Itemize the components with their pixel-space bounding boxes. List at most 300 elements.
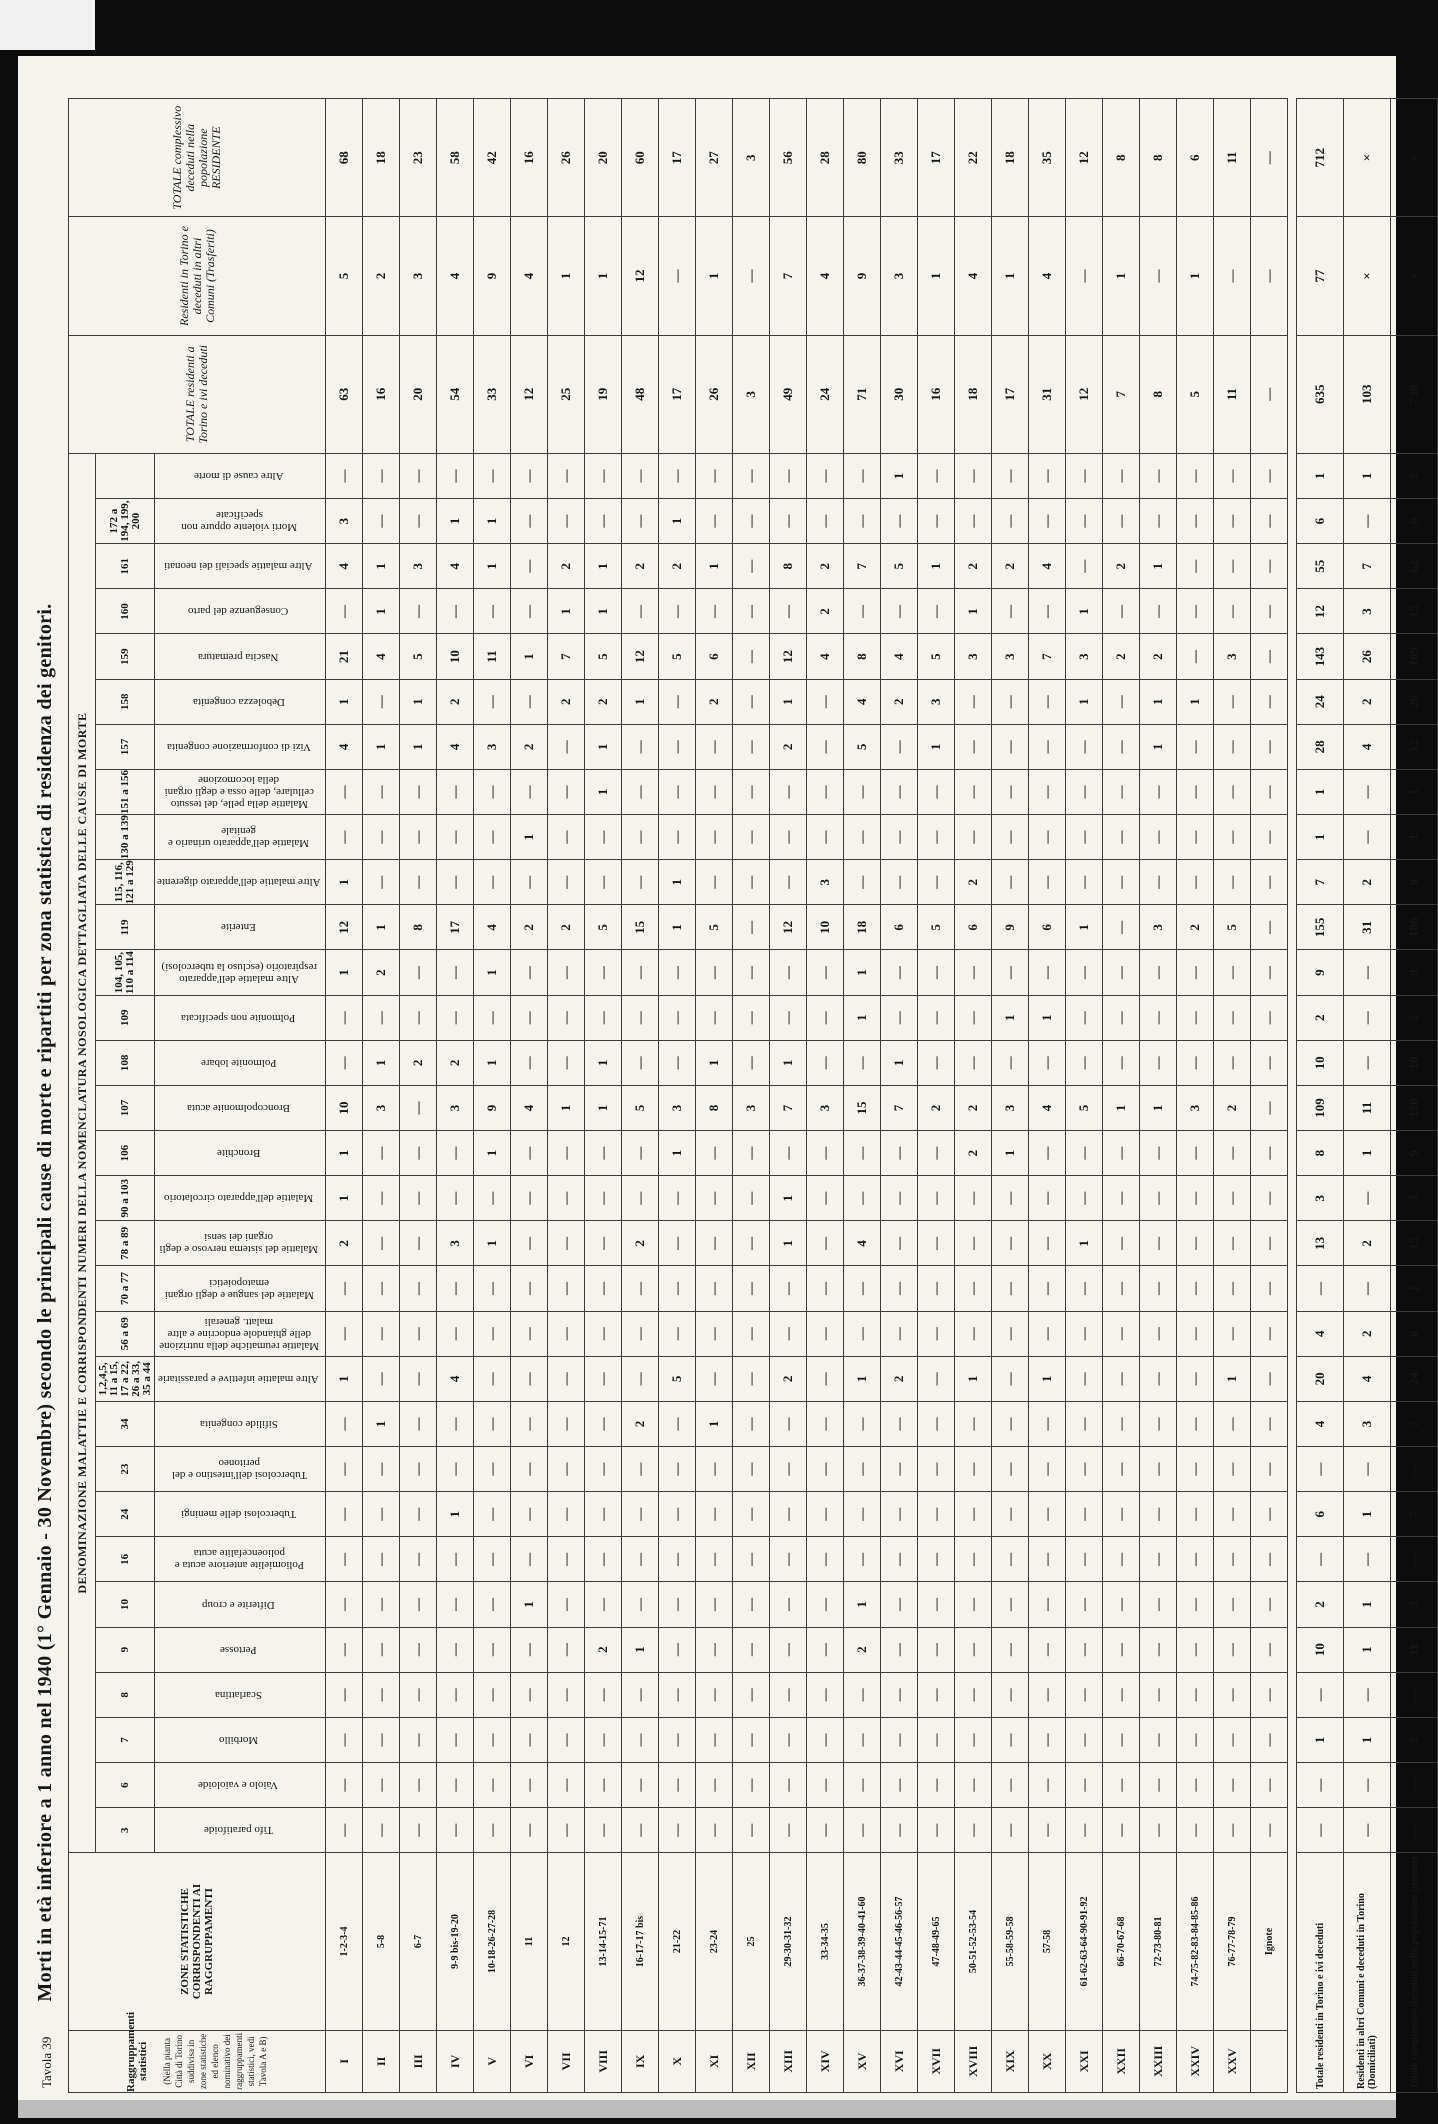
nosology-code: 161 (96, 544, 155, 589)
value-cell: — (474, 453, 511, 498)
value-cell: 1 (844, 1356, 881, 1401)
value-cell: — (1214, 1808, 1251, 1853)
disease-label: Vaiolo e vaioloide (198, 1779, 279, 1792)
value-cell: — (400, 1537, 437, 1582)
value-cell: — (659, 1582, 696, 1627)
value-cell: — (363, 1176, 400, 1221)
value-cell: — (844, 1266, 881, 1311)
value-cell: 2 (400, 1040, 437, 1085)
value-cell: — (585, 1492, 622, 1537)
zone-cell: 29-30-31-32 (770, 1853, 807, 2030)
value-cell: — (622, 1492, 659, 1537)
value-cell: 1 (1140, 679, 1177, 724)
value-cell: — (437, 1672, 474, 1717)
value-cell: 3 (1177, 1085, 1214, 1130)
value-cell: — (733, 1401, 770, 1446)
value-cell: — (1103, 1492, 1140, 1537)
value-cell: 2 (511, 724, 548, 769)
disease-label: Debolezza congenita (192, 695, 285, 708)
value-cell: — (733, 1447, 770, 1492)
value-cell: — (511, 1763, 548, 1808)
nosology-code: 8 (96, 1672, 155, 1717)
disease-header (155, 1447, 326, 1492)
value-cell: — (918, 1401, 955, 1446)
value-cell: — (1103, 453, 1140, 498)
value-cell: — (1251, 1672, 1288, 1717)
table-row (400, 99, 437, 2093)
value-cell: — (1029, 589, 1066, 634)
value-cell: — (585, 1266, 622, 1311)
value-cell: 4 (474, 905, 511, 950)
raggruppamento-header (69, 2011, 326, 2092)
value-cell: — (659, 1040, 696, 1085)
value-cell: 18 (992, 99, 1029, 217)
value-cell: 1 (363, 1401, 400, 1446)
total-value-cell: 2 (1391, 1717, 1438, 1762)
value-cell: 24 (807, 335, 844, 453)
raggruppamento-cell: XXV (1214, 2030, 1251, 2092)
table-row (881, 99, 918, 2093)
value-cell: — (992, 499, 1029, 544)
total-value-cell: — (1391, 1763, 1438, 1808)
value-cell: — (844, 499, 881, 544)
value-cell: 1 (585, 217, 622, 335)
value-cell: 20 (585, 99, 622, 217)
value-cell: 10 (326, 1085, 363, 1130)
value-cell: 17 (918, 99, 955, 217)
total-value-cell: 120 (1391, 1085, 1438, 1130)
value-cell: 58 (437, 99, 474, 217)
value-cell: 5 (1066, 1085, 1103, 1130)
value-cell: — (696, 1627, 733, 1672)
value-cell: 16 (511, 99, 548, 217)
value-cell: 1 (1103, 1085, 1140, 1130)
value-cell: — (1251, 724, 1288, 769)
value-cell: — (437, 1808, 474, 1853)
value-cell: 1 (326, 1356, 363, 1401)
value-cell: 1 (844, 950, 881, 995)
value-cell: — (992, 679, 1029, 724)
total-value-cell: × (1391, 217, 1438, 335)
value-cell: — (1177, 1040, 1214, 1085)
value-cell: — (770, 1763, 807, 1808)
value-cell: — (437, 950, 474, 995)
value-cell: — (511, 995, 548, 1040)
value-cell: — (400, 1176, 437, 1221)
value-cell: 80 (844, 99, 881, 217)
value-cell: — (1103, 1131, 1140, 1176)
total-value-cell: 4 (1297, 1401, 1344, 1446)
value-cell: 1 (585, 1085, 622, 1130)
value-cell: 16 (363, 335, 400, 453)
value-cell: 2 (363, 950, 400, 995)
value-cell: 2 (1214, 1085, 1251, 1130)
disease-header (155, 1808, 326, 1853)
value-cell: — (1251, 453, 1288, 498)
value-cell: — (1066, 217, 1103, 335)
value-cell: — (770, 1266, 807, 1311)
value-cell: — (918, 995, 955, 1040)
value-cell: — (326, 1537, 363, 1582)
value-cell: — (1177, 1356, 1214, 1401)
disease-label: Difterite e croup (202, 1598, 275, 1611)
value-cell: — (1214, 1040, 1251, 1085)
value-cell: — (1029, 1311, 1066, 1356)
value-cell: — (326, 1447, 363, 1492)
value-cell: — (363, 1582, 400, 1627)
value-cell: — (511, 1221, 548, 1266)
total-value-cell: 1 (1391, 815, 1438, 860)
value-cell: 2 (622, 1221, 659, 1266)
total-value-cell: — (1344, 1447, 1391, 1492)
nosology-code: 130 a 139 (96, 815, 155, 860)
value-cell: — (585, 1176, 622, 1221)
value-cell: — (733, 499, 770, 544)
total-value-cell: 1 (1344, 1492, 1391, 1537)
value-cell: — (659, 1537, 696, 1582)
value-cell: — (548, 1131, 585, 1176)
value-cell: — (733, 589, 770, 634)
spacer-cell (1288, 99, 1297, 2093)
disease-header (155, 544, 326, 589)
value-cell: — (1251, 499, 1288, 544)
value-cell: 5 (585, 634, 622, 679)
value-cell: — (585, 815, 622, 860)
disease-header (155, 1537, 326, 1582)
value-cell: — (511, 1808, 548, 1853)
value-cell: — (696, 815, 733, 860)
value-cell: — (659, 950, 696, 995)
value-cell: 7 (1029, 634, 1066, 679)
value-cell: — (733, 1131, 770, 1176)
value-cell: — (1140, 1131, 1177, 1176)
value-cell: — (1251, 905, 1288, 950)
value-cell: — (474, 1311, 511, 1356)
value-cell: — (918, 1537, 955, 1582)
value-cell: — (733, 1221, 770, 1266)
value-cell: — (881, 1266, 918, 1311)
value-cell: 8 (1103, 99, 1140, 217)
value-cell: 26 (696, 335, 733, 453)
raggruppamento-cell: XII (733, 2030, 770, 2092)
value-cell: — (1140, 1717, 1177, 1762)
value-cell: — (918, 1447, 955, 1492)
value-cell: — (622, 724, 659, 769)
value-cell: — (807, 1221, 844, 1266)
value-cell: — (881, 1763, 918, 1808)
value-cell: 17 (437, 905, 474, 950)
disease-header (155, 1176, 326, 1221)
value-cell: — (807, 1492, 844, 1537)
value-cell: 2 (770, 724, 807, 769)
value-cell: 2 (807, 544, 844, 589)
total-value-cell: 10 (1297, 1040, 1344, 1085)
value-cell: — (918, 453, 955, 498)
value-cell: — (955, 1672, 992, 1717)
value-cell: — (548, 860, 585, 905)
value-cell: — (659, 679, 696, 724)
value-cell: — (1103, 724, 1140, 769)
value-cell: — (1214, 453, 1251, 498)
value-cell: — (807, 724, 844, 769)
value-cell: — (770, 1131, 807, 1176)
value-cell: — (1103, 995, 1140, 1040)
value-cell: — (1177, 1401, 1214, 1446)
value-cell: — (955, 769, 992, 814)
value-cell: — (696, 1717, 733, 1762)
value-cell: — (548, 1040, 585, 1085)
value-cell: 3 (1066, 634, 1103, 679)
value-cell: 1 (844, 1582, 881, 1627)
raggruppamento-cell: XXIV (1177, 2030, 1214, 2092)
value-cell: — (1140, 1447, 1177, 1492)
value-cell: — (585, 950, 622, 995)
value-cell: — (992, 1627, 1029, 1672)
value-cell: — (807, 769, 844, 814)
raggruppamento-cell (1251, 2030, 1288, 2092)
value-cell: — (548, 1808, 585, 1853)
value-cell: — (400, 589, 437, 634)
value-cell: 35 (1029, 99, 1066, 217)
value-cell: — (1177, 1717, 1214, 1762)
value-cell: — (1103, 1356, 1140, 1401)
zone-cell: 72-73-80-81 (1140, 1853, 1177, 2030)
raggruppamento-cell: I (326, 2030, 363, 2092)
value-cell: 1 (585, 1040, 622, 1085)
value-cell: — (548, 1401, 585, 1446)
value-cell: — (918, 815, 955, 860)
value-cell: — (1103, 1401, 1140, 1446)
value-cell: — (474, 1808, 511, 1853)
table-row (955, 99, 992, 2093)
value-cell: — (1103, 679, 1140, 724)
total-value-cell: 2 (1297, 1582, 1344, 1627)
value-cell: — (807, 1266, 844, 1311)
raggruppamento-cell: XIX (992, 2030, 1029, 2092)
total-value-cell: 3 (1391, 1176, 1438, 1221)
raggruppamento-cell: XV (844, 2030, 881, 2092)
value-cell: 12 (1066, 335, 1103, 453)
total-value-cell: 7 (1344, 544, 1391, 589)
value-cell: — (548, 950, 585, 995)
value-cell: 2 (585, 1627, 622, 1672)
value-cell: — (881, 815, 918, 860)
value-cell: — (326, 1492, 363, 1537)
value-cell: — (733, 1763, 770, 1808)
value-cell: — (1251, 1221, 1288, 1266)
value-cell: 12 (622, 634, 659, 679)
value-cell: 4 (437, 544, 474, 589)
total-value-cell: 1 (1297, 815, 1344, 860)
value-cell: — (326, 1401, 363, 1446)
value-cell: — (622, 815, 659, 860)
value-cell: — (1029, 1266, 1066, 1311)
value-cell: 6 (881, 905, 918, 950)
value-cell: — (548, 1266, 585, 1311)
value-cell: — (363, 1131, 400, 1176)
total-value-cell: 2 (1344, 1221, 1391, 1266)
value-cell: — (363, 499, 400, 544)
raggruppamento-label: Raggruppamenti statistici (125, 2011, 149, 2092)
value-cell: — (585, 1311, 622, 1356)
value-cell: 5 (326, 217, 363, 335)
raggruppamento-cell: VI (511, 2030, 548, 2092)
table-row (770, 99, 807, 2093)
zone-cell: 23-24 (696, 1853, 733, 2030)
disease-header (155, 905, 326, 950)
value-cell: 1 (992, 1131, 1029, 1176)
value-cell: 5 (918, 634, 955, 679)
value-cell: — (918, 1040, 955, 1085)
value-cell: — (659, 217, 696, 335)
value-cell: — (918, 1131, 955, 1176)
value-cell: — (622, 1311, 659, 1356)
value-cell: — (585, 499, 622, 544)
total-value-cell: 3 (1391, 1582, 1438, 1627)
value-cell: — (1103, 589, 1140, 634)
value-cell: — (1251, 1131, 1288, 1176)
disease-header (155, 815, 326, 860)
raggruppamento-cell: XVI (881, 2030, 918, 2092)
value-cell: — (955, 1492, 992, 1537)
value-cell: 1 (992, 995, 1029, 1040)
zone-cell: 50-51-52-53-54 (955, 1853, 992, 2030)
value-cell: — (992, 950, 1029, 995)
value-cell: — (955, 1401, 992, 1446)
value-cell: — (326, 1627, 363, 1672)
value-cell: — (326, 1582, 363, 1627)
value-cell: — (881, 499, 918, 544)
table-row (363, 99, 400, 2093)
value-cell: — (733, 1672, 770, 1717)
value-cell: — (770, 1401, 807, 1446)
disease-header (155, 1311, 326, 1356)
value-cell: — (511, 769, 548, 814)
total-value-cell: 6 (1391, 499, 1438, 544)
value-cell: — (733, 1176, 770, 1221)
disease-header (155, 1717, 326, 1762)
value-cell: 3 (992, 1085, 1029, 1130)
value-cell: — (881, 1808, 918, 1853)
value-cell: — (1251, 1085, 1288, 1130)
value-cell: — (696, 724, 733, 769)
value-cell: — (1251, 1537, 1288, 1582)
value-cell: — (474, 1763, 511, 1808)
value-cell: — (1251, 1311, 1288, 1356)
total-value-cell: 2 (1344, 679, 1391, 724)
nosology-code: 151 a 156 (96, 769, 155, 814)
value-cell: — (474, 1176, 511, 1221)
value-cell: — (659, 1717, 696, 1762)
nosology-code: 158 (96, 679, 155, 724)
value-cell: 7 (1103, 335, 1140, 453)
value-cell: — (548, 1447, 585, 1492)
value-cell: — (1066, 544, 1103, 589)
value-cell: — (326, 769, 363, 814)
value-cell: — (437, 769, 474, 814)
value-cell: — (1177, 995, 1214, 1040)
value-cell: — (659, 769, 696, 814)
value-cell: — (400, 860, 437, 905)
value-cell: — (400, 1401, 437, 1446)
value-cell: 31 (1029, 335, 1066, 453)
disease-label: Broncopolmonite acuta (187, 1101, 290, 1114)
value-cell: — (474, 995, 511, 1040)
value-cell: — (696, 1492, 733, 1537)
nosology-code: 3 (96, 1808, 155, 1853)
total-value-cell: 62 (1391, 544, 1438, 589)
zone-cell: Ignote (1251, 1853, 1288, 2030)
total-value-cell: 143 (1297, 634, 1344, 679)
value-cell: — (733, 634, 770, 679)
table-row (1214, 99, 1251, 2093)
value-cell: — (1214, 499, 1251, 544)
value-cell: 6 (1029, 905, 1066, 950)
value-cell: — (585, 1763, 622, 1808)
value-cell: — (1214, 769, 1251, 814)
value-cell: — (363, 860, 400, 905)
value-cell: — (881, 1492, 918, 1537)
value-cell: — (363, 679, 400, 724)
value-cell: — (733, 860, 770, 905)
value-cell: — (918, 1311, 955, 1356)
value-cell: — (1177, 860, 1214, 905)
value-cell: — (585, 1131, 622, 1176)
value-cell: — (326, 1672, 363, 1717)
value-cell: — (326, 1040, 363, 1085)
value-cell: — (1251, 1266, 1288, 1311)
value-cell: — (1066, 769, 1103, 814)
value-cell: — (1214, 995, 1251, 1040)
value-cell: — (696, 860, 733, 905)
disease-label: Polmonite lobare (200, 1056, 277, 1069)
value-cell: — (696, 950, 733, 995)
value-cell: — (548, 1537, 585, 1582)
value-cell: — (622, 1763, 659, 1808)
value-cell: 1 (511, 815, 548, 860)
value-cell: 1 (474, 544, 511, 589)
nosology-code: 7 (96, 1717, 155, 1762)
disease-header (155, 453, 326, 498)
raggruppamento-cell: XXI (1066, 2030, 1103, 2092)
nosology-code: 172 a 194, 199, 200 (96, 499, 155, 544)
value-cell: — (400, 1221, 437, 1266)
value-cell: — (400, 769, 437, 814)
total-label: Residenti in altri Comuni e deceduti in Torino (Domiciliati) (1344, 1853, 1391, 2093)
value-cell: — (733, 1582, 770, 1627)
value-cell: — (1177, 950, 1214, 995)
value-cell: — (807, 1040, 844, 1085)
total-value-cell: 24 (1297, 679, 1344, 724)
value-cell: — (955, 1582, 992, 1627)
value-cell: — (1251, 1176, 1288, 1221)
value-cell: — (659, 1492, 696, 1537)
value-cell: — (696, 1356, 733, 1401)
value-cell: 9 (992, 905, 1029, 950)
total-value-cell: 26 (1344, 634, 1391, 679)
value-cell: — (1103, 1040, 1140, 1085)
value-cell: 9 (844, 217, 881, 335)
value-cell: — (918, 1672, 955, 1717)
value-cell: — (733, 1627, 770, 1672)
total-value-cell: 9 (1391, 950, 1438, 995)
value-cell: 2 (881, 1356, 918, 1401)
header-row-group (69, 99, 96, 2093)
value-cell: — (659, 724, 696, 769)
total-value-cell: — (1297, 1808, 1344, 1853)
value-cell: 1 (511, 1582, 548, 1627)
total-value-cell: 1 (1344, 1627, 1391, 1672)
